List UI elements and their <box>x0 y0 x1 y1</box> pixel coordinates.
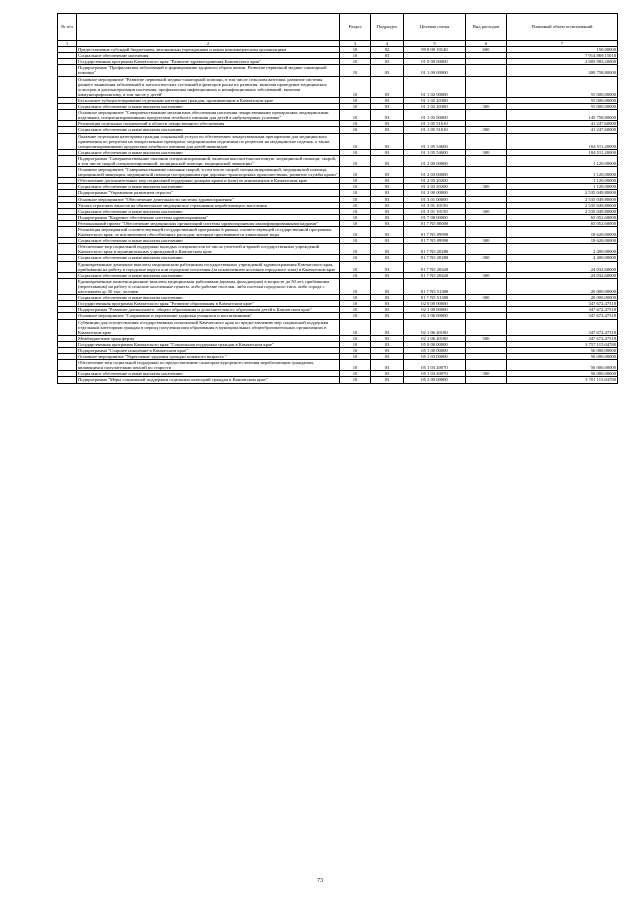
cell-art: 05 1 03 20070 <box>404 371 466 377</box>
cell-num <box>58 167 77 178</box>
cell-amt: 1 120,00000 <box>507 167 618 178</box>
cell-sec: 10 <box>340 227 371 238</box>
cell-name: Региональный проект "Обеспечение медицинских организаций системы здравоохранения квалифицированными кадрами" <box>77 220 340 226</box>
cell-amt: 1 120,00000 <box>507 155 618 166</box>
cell-sub: 03 <box>371 261 404 272</box>
cell-exp <box>466 227 507 238</box>
cell-art: 02 1 06 00000 <box>404 313 466 319</box>
cell-art: 01 7 N5 09990 <box>404 227 466 238</box>
cell-sec: 10 <box>340 208 371 214</box>
cell-sec: 10 <box>340 278 371 294</box>
cell-sub: 03 <box>371 155 404 166</box>
cell-sec: 10 <box>340 190 371 196</box>
cell-name: Социальное обеспечение и иные выплаты населению <box>77 238 340 244</box>
cell-amt: 104 511,20000 <box>507 133 618 149</box>
cell-exp <box>466 76 507 97</box>
cell-sec: 10 <box>340 76 371 97</box>
cell-amt: 347 672,47518 <box>507 301 618 307</box>
cell-sub: 03 <box>371 149 404 155</box>
cell-art: 01 2 00 00000 <box>404 155 466 166</box>
cell-sec: 10 <box>340 371 371 377</box>
cell-exp <box>466 65 507 76</box>
cell-amt: 55 000,00000 <box>507 97 618 103</box>
cell-num <box>58 227 77 238</box>
cell-amt: 20 000,00000 <box>507 278 618 294</box>
cell-name: Уплата страховых взносов на обязательное медицинское страхование неработающего населения <box>77 202 340 208</box>
cell-amt: 2 400,00000 <box>507 255 618 261</box>
cell-exp <box>466 377 507 383</box>
budget-table <box>57 13 618 384</box>
cell-name: Подпрограмма "Развитие дошкольного, общего образования и дополнительного образования детей в Камчатском крае" <box>77 307 340 313</box>
cell-amt: 18 620,00000 <box>507 238 618 244</box>
cell-amt: 3 701 115,04780 <box>507 377 618 383</box>
header-num: № п/п <box>58 14 77 41</box>
cell-art: 01 1 02 20380 <box>404 104 466 110</box>
cell-exp <box>466 360 507 371</box>
cell-amt: 41 247,60000 <box>507 121 618 127</box>
cell-amt: 55 000,00000 <box>507 104 618 110</box>
cell-sec: 10 <box>340 155 371 166</box>
cell-sec: 10 <box>340 47 371 53</box>
cell-sub: 03 <box>371 244 404 255</box>
cell-art: 01 1 02 20380 <box>404 97 466 103</box>
cell-sec: 10 <box>340 196 371 202</box>
cell-name: Государственная программа Камчатского края "Развитие образования в Камчатском крае" <box>77 301 340 307</box>
cell-exp: 300 <box>466 238 507 244</box>
index-cell: 1 <box>58 41 77 47</box>
cell-exp <box>466 319 507 335</box>
header-amount: Плановый объем ассигнований <box>507 14 618 41</box>
cell-art: 01 7 N5 51380 <box>404 278 466 294</box>
table-row <box>58 244 618 255</box>
cell-name: Предоставление субсидий бюджетным, автономным учреждениям и иным некоммерческим организациям <box>77 47 340 53</box>
cell-sub: 03 <box>371 347 404 353</box>
cell-name: Единовременные денежные выплаты медицинским работникам государственных учреждений здравоохранения Камчатского края, прибывшим на работу в городские округа или городские поселения (за исключением поселков городского типа) в Камчатском крае <box>77 261 340 272</box>
cell-num <box>58 261 77 272</box>
cell-sub: 03 <box>371 65 404 76</box>
cell-name: Субвенции для осуществления государственных полномочий Камчатского края по предоставлению мер социальной поддержки отдельным категориям граждан в период получения ими образования в муниципальных общеобразовательных организациях в Камчатском крае <box>77 319 340 335</box>
cell-sec: 10 <box>340 167 371 178</box>
index-cell: 2 <box>77 41 340 47</box>
cell-sec: 10 <box>340 110 371 121</box>
cell-amt: 18 620,00000 <box>507 227 618 238</box>
index-cell: 5 <box>404 41 466 47</box>
cell-exp: 500 <box>466 335 507 341</box>
cell-exp: 300 <box>466 295 507 301</box>
cell-num <box>58 278 77 294</box>
cell-amt: 104 511,20000 <box>507 149 618 155</box>
cell-name: Подпрограмма "Управление развитием отрасли" <box>77 190 340 196</box>
cell-name: Социальное обеспечение населения <box>77 53 340 59</box>
cell-sec: 10 <box>340 65 371 76</box>
cell-amt: 145 758,80000 <box>507 110 618 121</box>
cell-art: 02 1 00 00000 <box>404 307 466 313</box>
cell-exp <box>466 167 507 178</box>
cell-sub: 03 <box>371 360 404 371</box>
cell-name: Подпрограмма "Совершенствование оказания специализированной, включая высокотехнологичную, медицинской помощи, скорой, в том числе скорой специализированной, медицинской помощи, медицинской эвакуации" <box>77 155 340 166</box>
cell-amt: 7 914 869,15018 <box>507 53 618 59</box>
cell-num <box>58 76 77 97</box>
cell-art: 01 1 05 54600 <box>404 149 466 155</box>
cell-sub: 03 <box>371 335 404 341</box>
cell-art: 01 3 00 00000 <box>404 190 466 196</box>
cell-sec: 10 <box>340 261 371 272</box>
page-number: 73 <box>317 878 323 884</box>
cell-exp <box>466 244 507 255</box>
cell-amt: 65 052,60000 <box>507 220 618 226</box>
cell-name: Подпрограмма "Профилактика заболеваний и формирование здорового образа жизни. Развитие первичной медико-санитарной помощи" <box>77 65 340 76</box>
cell-name: Бесплатное зубопротезирование отдельным категориям граждан, проживающим в Камчатском крае <box>77 97 340 103</box>
cell-sec: 10 <box>340 301 371 307</box>
cell-sec: 10 <box>340 59 371 65</box>
cell-sec: 10 <box>340 335 371 341</box>
cell-sub: 03 <box>371 341 404 347</box>
table-row <box>58 110 618 121</box>
cell-sub: 03 <box>371 371 404 377</box>
cell-amt: 24 032,60000 <box>507 261 618 272</box>
cell-name: Основное мероприятие "Обеспечение деятельности системы здравоохранения" <box>77 196 340 202</box>
cell-name: Основное мероприятие "Укрепление здоровья граждан пожилого возраста " <box>77 354 340 360</box>
cell-sub: 03 <box>371 313 404 319</box>
cell-name: Обеспечение мер социальной поддержки молодых специалистов из числа учителей и врачей государственных учреждений Камчатского края и муниципальных учреждений в Камчатском крае <box>77 244 340 255</box>
cell-sec: 10 <box>340 149 371 155</box>
cell-art: 02 1 06 40180 <box>404 319 466 335</box>
index-cell: 3 <box>340 41 371 47</box>
cell-sec: 10 <box>340 104 371 110</box>
header-subsection: Подраздел <box>371 14 404 41</box>
header-exp-type: Вид расходов <box>466 14 507 41</box>
cell-name: Социальное обеспечение и иные выплаты населению <box>77 371 340 377</box>
cell-name: Основное мероприятие "Совершенствование оказания скорой, в том числе скорой специализированной, медицинской помощи, медицинской эвакуации, медицинской помощи пострадавшим при дорожно-транспортных происшествиях, развитие службы крови" <box>78 167 338 178</box>
cell-amt: 2 535 049,80000 <box>507 190 618 196</box>
cell-exp: 300 <box>466 371 507 377</box>
cell-sub: 03 <box>371 104 404 110</box>
cell-art: 01 2 03 20200 <box>404 178 466 184</box>
cell-name: Обеспечение дополнительных мер социальной поддержки донорам крови и (или) ее компонентов в Камчатском крае <box>77 178 340 184</box>
cell-amt: 56 000,00000 <box>507 371 618 377</box>
cell-art: 01 3 01 10150 <box>404 208 466 214</box>
cell-sec: 10 <box>340 202 371 208</box>
cell-sub: 03 <box>371 255 404 261</box>
cell-art: 05 1 00 00000 <box>404 347 466 353</box>
cell-art: 99 0 00 10140 <box>404 47 466 53</box>
table-row <box>58 227 618 238</box>
cell-name: Основное мероприятие "Совершенствование механизмов обеспечения населения лекарственными препаратами, медицинскими изделиями, специализированными продуктами лечебного питания для детей в амбулаторных условиях" <box>77 110 340 121</box>
cell-exp: 300 <box>466 104 507 110</box>
cell-amt: 56 000,00000 <box>507 347 618 353</box>
cell-num <box>58 110 77 121</box>
cell-exp: 300 <box>466 127 507 133</box>
cell-sub: 03 <box>371 133 404 149</box>
cell-art: 05 1 03 00000 <box>404 354 466 360</box>
cell-sec: 10 <box>340 307 371 313</box>
cell-name: Реализация отдельных полномочий в области лекарственного обеспечения <box>77 121 340 127</box>
cell-name: Подпрограмма "Меры социальной поддержки отдельных категорий граждан в Камчатском крае" <box>77 377 340 383</box>
cell-art: 01 1 05 54600 <box>404 133 466 149</box>
cell-sec: 10 <box>340 178 371 184</box>
cell-sub: 03 <box>371 227 404 238</box>
cell-art: 01 3 01 10150 <box>404 202 466 208</box>
cell-sub: 03 <box>371 208 404 214</box>
table-row <box>58 360 618 371</box>
cell-name: Социальное обеспечение и иные выплаты населению <box>77 295 340 301</box>
cell-art: 01 7 N5 00000 <box>404 220 466 226</box>
cell-sub: 03 <box>371 53 404 59</box>
cell-art: 01 7 N5 20420 <box>404 272 466 278</box>
cell-num <box>58 319 77 335</box>
cell-sec: 10 <box>340 319 371 335</box>
table-row <box>58 76 618 97</box>
cell-sub: 03 <box>371 202 404 208</box>
cell-exp: 300 <box>466 272 507 278</box>
cell-sub: 02 <box>371 47 404 53</box>
cell-art: 01 1 05 51610 <box>404 121 466 127</box>
cell-sub: 03 <box>371 184 404 190</box>
cell-sec: 10 <box>340 347 371 353</box>
cell-num <box>58 133 77 149</box>
cell-art: 02 1 06 40180 <box>404 335 466 341</box>
cell-sec: 10 <box>340 214 371 220</box>
cell-name: Социальное обеспечение и иные выплаты населению <box>77 184 340 190</box>
cell-art: 05 2 00 00000 <box>404 377 466 383</box>
cell-exp <box>466 261 507 272</box>
cell-exp: 300 <box>466 255 507 261</box>
cell-sec: 10 <box>340 255 371 261</box>
cell-name: Обеспечение мер социальной поддержки по предоставлению санаторно-курортного лечения неработающим гражданам, являющимся получателями пенсий по старости <box>77 360 340 371</box>
cell-sub: 03 <box>371 190 404 196</box>
cell-num <box>58 65 77 76</box>
table-row <box>58 155 618 166</box>
cell-name: Реализация мероприятий соответствующей государственной программы в рамках соответствующей государственной программы Камчатского края, за исключением обособленных расходов, которым присваиваются уникальные коды <box>77 227 340 238</box>
cell-art: 01 7 N5 20280 <box>404 255 466 261</box>
cell-sub: 03 <box>371 301 404 307</box>
cell-exp: 300 <box>466 149 507 155</box>
cell-amt: 200 758,80000 <box>507 65 618 76</box>
cell-sec: 10 <box>340 121 371 127</box>
cell-art: 01 1 05 51610 <box>404 127 466 133</box>
cell-amt: 20 000,00000 <box>507 295 618 301</box>
cell-sec: 10 <box>340 360 371 371</box>
cell-sub: 03 <box>371 377 404 383</box>
cell-art: 01 1 02 00000 <box>404 76 466 97</box>
cell-sub: 03 <box>371 110 404 121</box>
cell-sub: 03 <box>371 295 404 301</box>
header-section: Раздел <box>340 14 371 41</box>
table-header-row <box>58 14 618 41</box>
cell-amt: 347 672,47518 <box>507 335 618 341</box>
cell-name: Подпрограмма "Кадровое обеспечение системы здравоохранения" <box>77 214 340 220</box>
cell-name: Межбюджетные трансферты <box>77 335 340 341</box>
cell-name: Подпрограмма "Старшее поколение в Камчатском крае" <box>77 347 340 353</box>
cell-amt: 347 672,47518 <box>507 307 618 313</box>
cell-name: Социальное обеспечение и иные выплаты населению <box>77 208 340 214</box>
cell-amt: 3 757 115,04780 <box>507 341 618 347</box>
cell-sec: 10 <box>340 53 371 59</box>
cell-sub: 03 <box>371 214 404 220</box>
cell-sub: 03 <box>371 59 404 65</box>
cell-num <box>58 155 77 166</box>
cell-exp <box>466 155 507 166</box>
cell-sub: 03 <box>371 178 404 184</box>
cell-art: 01 0 00 00000 <box>404 59 466 65</box>
cell-sec: 10 <box>340 272 371 278</box>
cell-sub: 03 <box>371 76 404 97</box>
table-row <box>58 133 618 149</box>
table-row <box>58 377 618 383</box>
cell-amt: 150,00000 <box>507 47 618 53</box>
cell-amt: 55 000,00000 <box>507 76 618 97</box>
cell-art: 01 2 03 20200 <box>404 184 466 190</box>
cell-exp <box>466 133 507 149</box>
cell-name: Государственная программа Камчатского края "Социальная поддержка граждан в Камчатском крае" <box>77 341 340 347</box>
cell-sec: 10 <box>340 238 371 244</box>
cell-sec: 10 <box>340 244 371 255</box>
cell-sub: 03 <box>371 307 404 313</box>
cell-art: 05 1 03 20070 <box>404 360 466 371</box>
cell-name: Основное мероприятие "Развитие первичной медико-санитарной помощи, в том числе сельским жителям, развитие системы раннего выявления заболеваний и патологических состояний и факторов риска их развития, включая проведение медицинских осмотров и диспансеризации населения, профилактика инфекционных и неинфекционных заболеваний, включая иммунопрофилактику, в том числе у детей" <box>77 76 340 97</box>
cell-sec: 10 <box>340 377 371 383</box>
cell-art: 01 1 05 00000 <box>404 110 466 121</box>
header-article: Целевая статья <box>404 14 466 41</box>
cell-amt: 2 535 049,80000 <box>507 208 618 214</box>
cell-art: 01 2 03 00000 <box>404 167 466 178</box>
cell-sec: 10 <box>340 354 371 360</box>
cell-art: 01 7 N5 51380 <box>404 295 466 301</box>
cell-num <box>58 377 77 383</box>
cell-name: Социальное обеспечение и иные выплаты населению <box>77 127 340 133</box>
cell-sec: 10 <box>340 341 371 347</box>
cell-amt: 2 535 049,80000 <box>507 196 618 202</box>
cell-sec: 10 <box>340 184 371 190</box>
cell-amt: 24 032,60000 <box>507 272 618 278</box>
cell-art: 01 7 N5 20420 <box>404 261 466 272</box>
header-name <box>77 14 340 41</box>
table-row <box>58 65 618 76</box>
cell-sec: 10 <box>340 220 371 226</box>
cell-amt: 347 672,47518 <box>507 319 618 335</box>
cell-amt: 1 120,00000 <box>507 178 618 184</box>
cell-art: 01 1 00 00000 <box>404 65 466 76</box>
cell-name: Единовременные компенсационные выплаты медицинским работникам (врачам, фельдшерам) в возрасте до 50 лет, прибывшим (переехавшим) на работу в сельские населенные пункты, либо рабочие поселки, либо поселки городского типа, либо города с населением до 50 тыс. человек <box>77 278 340 294</box>
cell-exp: 600 <box>466 47 507 53</box>
table-row <box>58 319 618 335</box>
cell-sub: 03 <box>371 167 404 178</box>
cell-name: Основное мероприятие "Сохранение и укрепление здоровья учащихся и воспитанников" <box>77 313 340 319</box>
cell-art: 02 0 00 00000 <box>404 301 466 307</box>
table-row <box>58 167 618 178</box>
cell-num <box>58 360 77 371</box>
index-cell: 4 <box>371 41 404 47</box>
cell-sub: 03 <box>371 319 404 335</box>
cell-name: Социальное обеспечение и иные выплаты населению <box>77 149 340 155</box>
cell-name: Государственная программа Камчатского края "Развитие здравоохранения Камчатского края" <box>77 59 340 65</box>
cell-amt: 56 000,00000 <box>507 354 618 360</box>
cell-amt: 56 000,00000 <box>507 360 618 371</box>
cell-exp: 300 <box>466 208 507 214</box>
cell-exp: 300 <box>466 184 507 190</box>
cell-sec: 10 <box>340 133 371 149</box>
cell-art: 05 0 00 00000 <box>404 341 466 347</box>
cell-amt: 65 052,60000 <box>507 214 618 220</box>
index-cell: 6 <box>466 41 507 47</box>
cell-amt: 2 805 983,20000 <box>507 59 618 65</box>
cell-sec: 10 <box>340 97 371 103</box>
cell-amt: 2 535 049,80000 <box>507 202 618 208</box>
cell-art: 01 7 N5 20280 <box>404 244 466 255</box>
table-row <box>58 278 618 294</box>
cell-num <box>58 244 77 255</box>
cell-sub: 03 <box>371 127 404 133</box>
cell-name: Социальное обеспечение и иные выплаты населению <box>77 272 340 278</box>
cell-name: Оказание отдельным категориям граждан социальной услуги по обеспечению лекарственными препаратами для медицинского применения по рецептам на лекарственные препараты, медицинскими изделиями по рецептам на медицинские изделия, а также специализированными продуктами лечебного питания для детей-инвалидов <box>77 133 340 149</box>
cell-sec: 10 <box>340 313 371 319</box>
cell-sub: 03 <box>371 121 404 127</box>
cell-amt: 347 672,47518 <box>507 313 618 319</box>
cell-name: Социальное обеспечение и иные выплаты населению <box>77 255 340 261</box>
cell-sub: 03 <box>371 97 404 103</box>
cell-sec: 10 <box>340 295 371 301</box>
cell-sub: 03 <box>371 354 404 360</box>
index-cell: 7 <box>507 41 618 47</box>
cell-exp <box>466 278 507 294</box>
cell-sec: 10 <box>340 127 371 133</box>
cell-sub: 03 <box>371 220 404 226</box>
cell-art: 01 7 00 00000 <box>404 214 466 220</box>
cell-sub: 03 <box>371 196 404 202</box>
cell-amt: 2 400,00000 <box>507 244 618 255</box>
cell-name: Социальное обеспечение и иные выплаты населению <box>77 104 340 110</box>
cell-amt: 41 247,60000 <box>507 127 618 133</box>
cell-sub: 03 <box>371 278 404 294</box>
cell-sub: 03 <box>371 272 404 278</box>
cell-art: 01 7 N5 09990 <box>404 238 466 244</box>
cell-sub: 03 <box>371 238 404 244</box>
cell-amt: 1 120,00000 <box>507 184 618 190</box>
table-row <box>58 261 618 272</box>
cell-exp <box>466 110 507 121</box>
cell-art: 01 3 01 00000 <box>404 196 466 202</box>
